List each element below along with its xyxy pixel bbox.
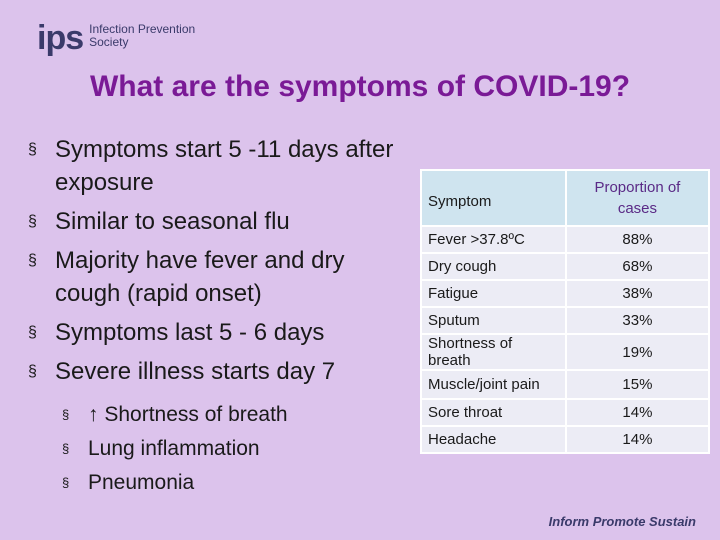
sub-bullet-text: Lung inflammation (88, 437, 260, 460)
sub-bullet-text: Pneumonia (88, 471, 195, 494)
symptom-cell: Headache (421, 426, 566, 453)
bullet-item (28, 133, 413, 199)
bullet-item (28, 316, 413, 349)
bullet-marker: § (28, 324, 37, 341)
bullet-item (28, 244, 413, 310)
proportion-cell: 14% (566, 399, 709, 426)
slide-title: What are the symptoms of COVID-19? (89, 70, 631, 103)
bullet-text: Symptoms last 5 - 6 days (55, 319, 325, 346)
table-row (421, 334, 709, 370)
logo-mark: ips (37, 19, 84, 57)
proportion-cell: 14% (566, 426, 709, 453)
symptom-cell: Fever >37.8ºC (421, 226, 566, 253)
bullet-text: Majority have fever and dry cough (rapid onset) (55, 247, 345, 307)
bullet-item (28, 355, 413, 388)
logo-line-1: Infection Prevention (89, 22, 196, 36)
footer-tagline: Inform Promote Sustain (548, 514, 696, 529)
logo-text (89, 23, 195, 49)
symptom-cell: Fatigue (421, 280, 566, 307)
table-row (421, 426, 709, 453)
table-row (421, 226, 709, 253)
table-row (421, 280, 709, 307)
ips-logo (37, 19, 196, 57)
bullet-marker: § (62, 441, 70, 456)
symptom-cell: Sputum (421, 307, 566, 334)
proportion-cell: 15% (566, 370, 709, 399)
table-row (421, 399, 709, 426)
proportion-cell: 88% (566, 226, 709, 253)
sub-bullet-list (62, 398, 402, 500)
logo-line-2: Society (89, 35, 129, 49)
symptom-cell: Muscle/joint pain (421, 370, 566, 399)
bullet-marker: § (62, 475, 70, 490)
bullet-marker: § (28, 252, 37, 269)
table-row (421, 307, 709, 334)
sub-bullet-item (62, 398, 402, 432)
proportion-cell: 38% (566, 280, 709, 307)
bullet-marker: § (28, 141, 37, 158)
header-proportion: Proportion of cases (566, 170, 709, 226)
sub-bullet-item (62, 466, 402, 500)
header-symptom: Symptom (421, 170, 566, 226)
table-header-row (421, 170, 709, 226)
bullet-text: Severe illness starts day 7 (55, 358, 336, 385)
symptom-cell: Sore throat (421, 399, 566, 426)
bullet-list (28, 133, 413, 394)
table-row (421, 370, 709, 399)
proportion-cell: 19% (566, 334, 709, 370)
proportion-cell: 68% (566, 253, 709, 280)
bullet-item (28, 205, 413, 238)
sub-bullet-text: ↑ Shortness of breath (88, 403, 288, 426)
proportion-cell: 33% (566, 307, 709, 334)
table-row (421, 253, 709, 280)
symptom-cell: Shortness of breath (421, 334, 566, 370)
bullet-text: Similar to seasonal flu (55, 208, 290, 235)
bullet-marker: § (62, 407, 70, 422)
symptom-cell: Dry cough (421, 253, 566, 280)
symptom-table (420, 169, 710, 454)
sub-bullet-item (62, 432, 402, 466)
bullet-marker: § (28, 363, 37, 380)
bullet-marker: § (28, 213, 37, 230)
bullet-text: Symptoms start 5 -11 days after exposure (55, 136, 394, 196)
